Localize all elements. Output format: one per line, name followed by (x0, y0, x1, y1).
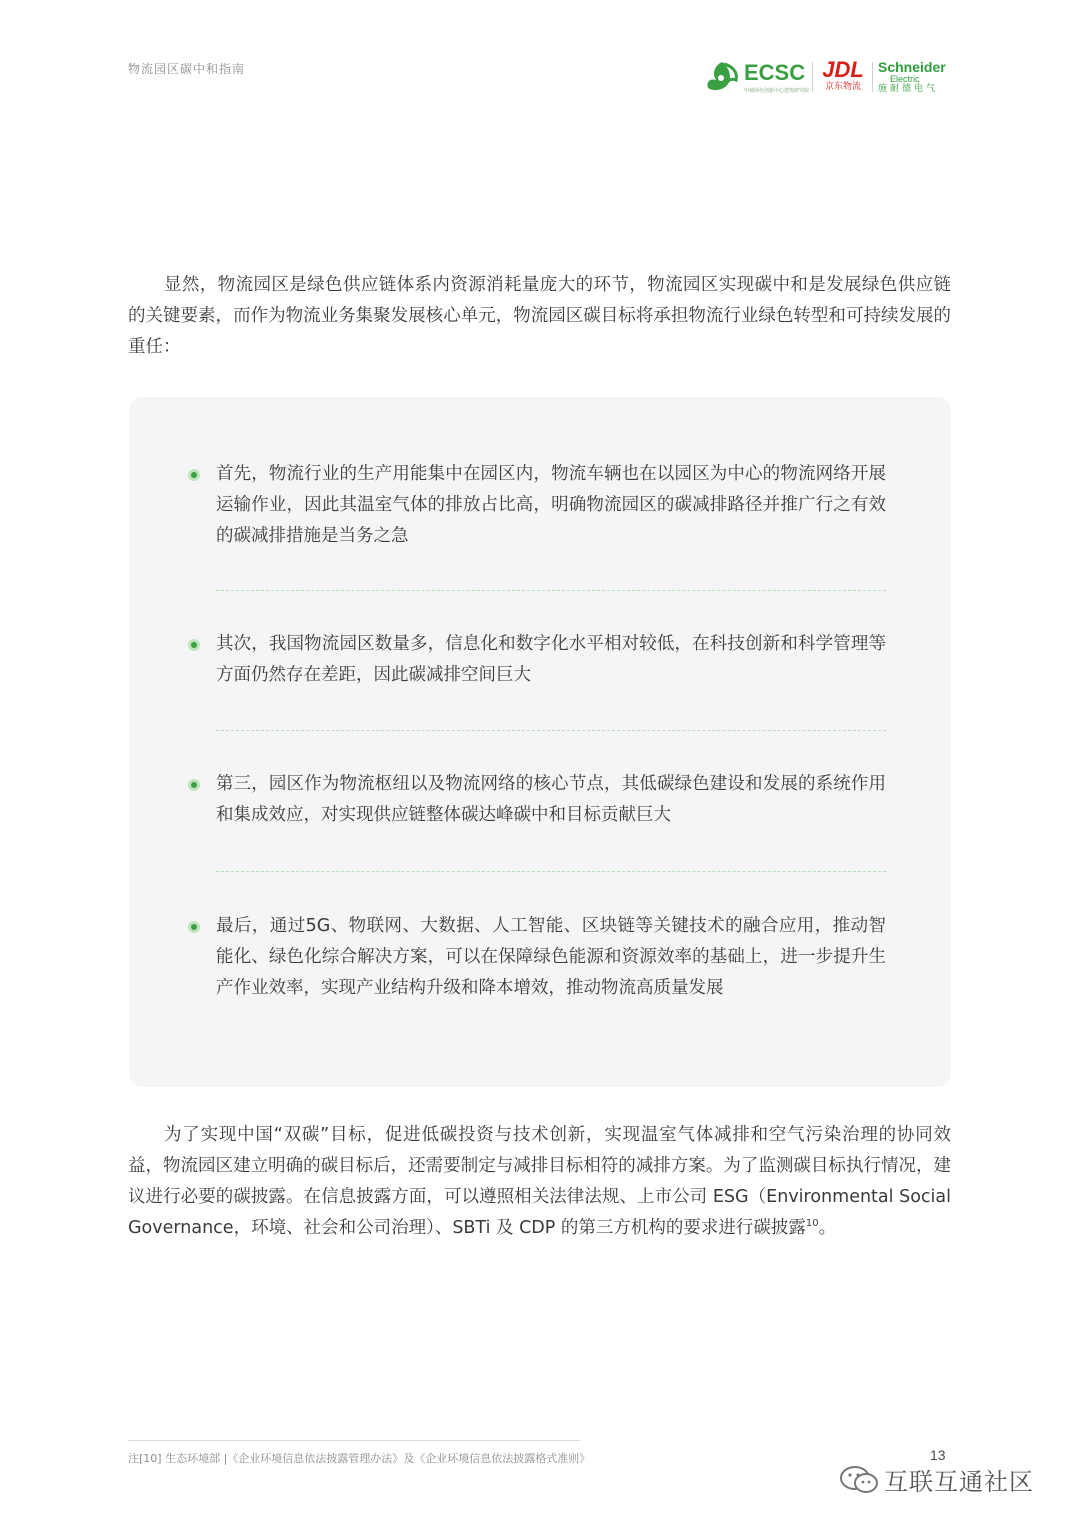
dashed-divider (216, 730, 886, 731)
bullet-dot-icon (188, 639, 200, 651)
jdl-logo-subtext: 京东物流 (824, 82, 861, 92)
footnote: 注[10] 生态环境部 |《企业环境信息依法披露管理办法》及《企业环境信息依法披露格式准则》 (128, 1452, 591, 1465)
key-points-box (129, 397, 951, 1087)
jdl-logo (818, 58, 868, 98)
schneider-logo (878, 60, 958, 100)
list-item-text: 其次，我国物流园区数量多，信息化和数字化水平相对较低，在科技创新和科学管理等方面仍然存在差距，因此碳减排空间巨大 (216, 634, 886, 685)
page-header-title: 物流园区碳中和指南 (128, 62, 246, 76)
leaf-icon (702, 58, 742, 94)
list-item-text: 首先，物流行业的生产用能集中在园区内，物流车辆也在以园区为中心的物流网络开展运输作业，因此其温室气体的排放占比高，明确物流园区的碳减排路径并推广行之有效的碳减排措施是当务之急 (216, 464, 886, 546)
bullet-dot-icon (188, 469, 200, 481)
wechat-icon (838, 1464, 882, 1496)
ecsc-logo-text: ECSC (744, 60, 806, 85)
partner-logos (700, 52, 955, 100)
ecsc-logo-subtext: 中城绿色创新中心建筑研究院 (744, 88, 810, 94)
closing-paragraph-text: 为了实现中国“双碳”目标，促进低碳投资与技术创新，实现温室气体减排和空气污染治理的协同效益，物流园区建立明确的碳目标后，还需要制定与减排目标相符的减排方案。为了监测碳目标执行情况，建议进行必要的碳披露。在信息披露方面，可以遵照相关法律法规、上市公司 ESG（Environmental Social Governance，环境、社会和公司治理）、SBTi 及 CDP 的第三方机构的要求进行碳披露 (128, 1125, 951, 1238)
footnote-ref: 10 (805, 1218, 819, 1230)
logo-separator (872, 62, 873, 92)
list-item-text: 第三，园区作为物流枢纽以及物流网络的核心节点，其低碳绿色建设和发展的系统作用和集成效应，对实现供应链整体碳达峰碳中和目标贡献巨大 (216, 774, 886, 825)
schneider-logo-text: Schneider (878, 59, 946, 75)
ecsc-logo (700, 58, 812, 98)
footnote-rule (128, 1440, 580, 1441)
list-item-text: 最后，通过5G、物联网、大数据、人工智能、区块链等关键技术的融合应用，推动智能化、绿色化综合解决方案，可以在保障绿色能源和资源效率的基础上，进一步提升生产作业效率，实现产业结构升级和降本增效，推动物流高质量发展 (216, 916, 886, 998)
bullet-dot-icon (188, 921, 200, 933)
schneider-electric-text: Electric (890, 74, 920, 84)
intro-paragraph: 显然，物流园区是绿色供应链体系内资源消耗量庞大的环节，物流园区实现碳中和是发展绿色供应链的关键要素，而作为物流业务集聚发展核心单元，物流园区碳目标将承担物流行业绿色转型和可持续发展的重任： (128, 275, 951, 357)
schneider-cn-text: 施耐德电气 (878, 84, 939, 94)
logo-separator (812, 62, 813, 92)
page-number: 13 (930, 1447, 946, 1463)
dashed-divider (216, 590, 886, 591)
jdl-logo-text: JDL (822, 57, 864, 82)
watermark-text: 互联互通社区 (884, 1468, 1034, 1496)
dashed-divider (216, 871, 886, 872)
bullet-dot-icon (188, 779, 200, 791)
closing-paragraph-end: 。 (818, 1218, 837, 1238)
closing-paragraph (128, 1120, 951, 1244)
